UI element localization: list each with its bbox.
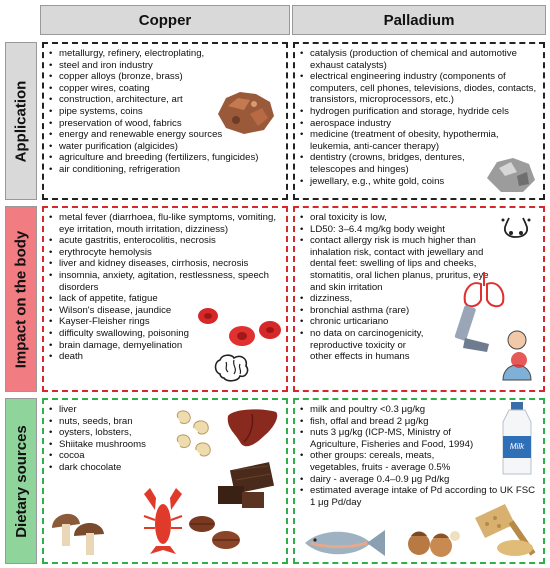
- list-item: • metallurgy, refinery, electroplating,: [48, 48, 280, 60]
- list-item: • dark chocolate: [48, 462, 280, 474]
- copper-impact-box: [42, 206, 288, 392]
- copper-ore-icon: [214, 88, 276, 136]
- red-blood-cells-icon: [194, 306, 284, 350]
- list-item: • energy and renewable energy sources: [48, 129, 280, 141]
- list-item: • liver and kidney diseases, cirrhosis, necrosis: [48, 258, 280, 270]
- list-item: • nuts, seeds, bran: [48, 416, 280, 428]
- list-item: • liver: [48, 404, 280, 416]
- lobster-icon: [140, 484, 186, 556]
- list-item: • chronic urticariano: [299, 316, 537, 328]
- list-item: • oral toxicity is low,: [299, 212, 537, 224]
- list-item: • medicine (treatment of obesity, hypothermia, leukemia, anti-cancer therapy): [299, 129, 537, 152]
- list-item: • dizziness,: [299, 293, 537, 305]
- palladium-application-box: [293, 42, 545, 200]
- row-header-dietary: [5, 398, 37, 564]
- cocoa-beans-icon: [186, 512, 244, 552]
- list-item: • Kayser-Fleisher rings: [48, 316, 280, 328]
- column-header-copper: Copper: [40, 5, 290, 35]
- copper-dietary-box: [42, 398, 288, 564]
- list-item: • LD50: 3–6.4 mg/kg body weight: [299, 224, 537, 236]
- copper-application-box: [42, 42, 288, 200]
- list-item: • death: [48, 351, 280, 363]
- list-item: • erythrocyte hemolysis: [48, 247, 280, 259]
- list-item: • electrical engineering industry (components of computers, cell phones, televisions, diodes, contacts, transistors, microprocessors, etc.): [299, 71, 537, 106]
- list-item: • metal fever (diarrhoea, flu-like symptoms, vomiting, eye irritation, mouth irritation, dizziness): [48, 212, 280, 235]
- list-item: • agriculture and breeding (fertilizers, fungicides): [48, 152, 280, 164]
- list-item: • cocoa: [48, 450, 280, 462]
- list-item: • acute gastritis, enterocolitis, necrosis: [48, 235, 280, 247]
- palladium-nugget-icon: [483, 154, 539, 196]
- list-item: • steel and iron industry: [48, 60, 280, 72]
- list-item: • nuts 3 μg/kg (ICP-MS, Ministry of Agriculture, Fisheries and Food, 1994): [299, 427, 537, 450]
- grain-scoop-icon: [471, 494, 537, 560]
- list-item: • other groups: cereals, meats, vegetables, fruits - average 0.5%: [299, 450, 537, 473]
- cashew-nuts-icon: [170, 408, 216, 462]
- coughing-person-icon: [491, 326, 541, 382]
- nose-allergy-icon: [499, 212, 533, 242]
- list-item: • catalysis (production of chemical and automotive exhaust catalysts): [299, 48, 537, 71]
- hazelnuts-icon: [405, 522, 461, 560]
- liver-icon: [224, 406, 280, 452]
- list-item: • no data on carcinogenicity, reproductive toxicity or other effects in humans: [299, 328, 537, 363]
- list-item: • water purification (algicides): [48, 141, 280, 153]
- chocolate-icon: [212, 462, 278, 518]
- list-item: • oysters, lobsters,: [48, 427, 280, 439]
- brain-icon: [212, 352, 252, 386]
- list-item: • dairy - average 0.4–0.9 μg Pd/kg: [299, 474, 537, 486]
- row-header-impact: [5, 206, 37, 392]
- list-item: • copper wires, coating: [48, 83, 280, 95]
- list-item: • difficulty swallowing, poisoning: [48, 328, 280, 340]
- list-item: • hydrogen purification and storage, hydride cels: [299, 106, 537, 118]
- row-header-dietary-label: Dietary sources: [12, 424, 30, 538]
- row-header-application: [5, 42, 37, 200]
- row-header-application-label: Application: [12, 80, 30, 162]
- list-item: • copper alloys (bronze, brass): [48, 71, 280, 83]
- row-header-impact-label: Impact on the body: [12, 230, 30, 368]
- list-item: • air conditioning, refrigeration: [48, 164, 280, 176]
- fish-icon: [301, 526, 387, 560]
- list-item: • milk and poultry <0.3 μg/kg: [299, 404, 537, 416]
- list-item: • Wilson's disease, jaundice: [48, 305, 280, 317]
- list-item: • jewellary, e.g., white gold, coins: [299, 176, 537, 188]
- shiitake-mushrooms-icon: [50, 506, 106, 558]
- palladium-dietary-box: [293, 398, 545, 564]
- list-item: • Shiitake mushrooms: [48, 439, 280, 451]
- milk-label: Milk: [509, 442, 525, 451]
- list-item: • fish, offal and bread 2 μg/kg: [299, 416, 537, 428]
- list-item: • estimated average intake of Pd according to UK FSC 1 μg Pd/day: [299, 485, 537, 508]
- list-item: • aerospace industry: [299, 118, 537, 130]
- list-item: • pipe systems, coins: [48, 106, 280, 118]
- milk-bottle-icon: [495, 402, 539, 476]
- palladium-impact-box: [293, 206, 545, 392]
- list-item: • brain damage, demyelination: [48, 340, 280, 352]
- list-item: • insomnia, anxiety, agitation, restlessness, speech disorders: [48, 270, 280, 293]
- list-item: • preservation of wood, fabrics: [48, 118, 280, 130]
- list-item: • construction, architecture, art: [48, 94, 280, 106]
- inhaler-icon: [445, 304, 495, 354]
- column-header-palladium: Palladium: [292, 5, 546, 35]
- list-item: • bronchial asthma (rare): [299, 305, 537, 317]
- list-item: • lack of appetite, fatigue: [48, 293, 280, 305]
- list-item: • contact allergy risk is much higher than inhalation risk, contact with jewellary and dental feet: swelling of lips and cheeks, stomatitis, oral lichen planus, pruritus, eye and skin irritation: [299, 235, 537, 293]
- list-item: • dentistry (crowns, bridges, dentures, telescopes and hinges): [299, 152, 537, 175]
